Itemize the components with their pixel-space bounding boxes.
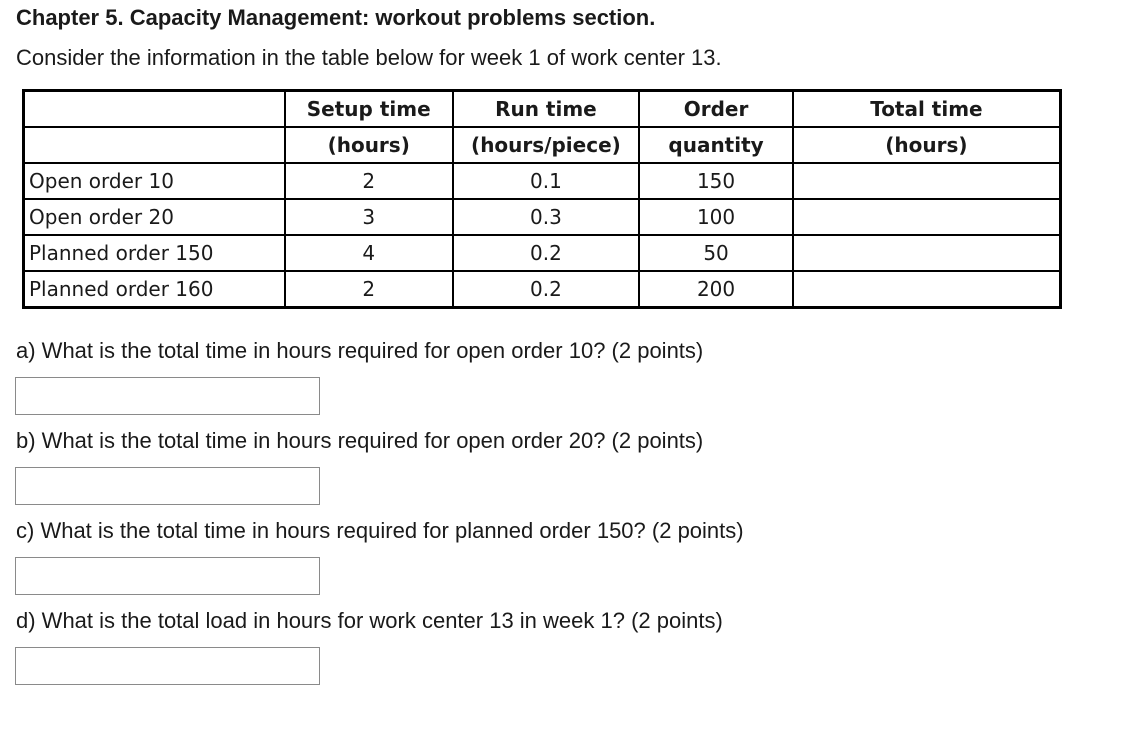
answer-c-input[interactable] <box>15 557 320 595</box>
order-quantity-cell: 150 <box>639 163 793 199</box>
run-time-cell: 0.1 <box>453 163 640 199</box>
row-label: Planned order 160 <box>24 271 285 308</box>
table-header-row <box>24 91 1061 128</box>
header-cell <box>24 127 285 163</box>
setup-time-cell: 2 <box>285 271 453 308</box>
row-label: Open order 10 <box>24 163 285 199</box>
table-header-row <box>24 127 1061 163</box>
total-time-cell <box>793 199 1061 235</box>
table-row <box>24 271 1061 308</box>
table-row <box>24 235 1061 271</box>
row-label: Open order 20 <box>24 199 285 235</box>
header-cell-order: Order <box>639 91 793 128</box>
table-row <box>24 199 1061 235</box>
question-d-text: d) What is the total load in hours for work center 13 in week 1? (2 points) <box>16 608 723 633</box>
header-cell-run-time: Run time <box>453 91 640 128</box>
header-cell-setup-time: Setup time <box>285 91 453 128</box>
order-quantity-cell: 100 <box>639 199 793 235</box>
total-time-cell <box>793 271 1061 308</box>
row-label: Planned order 150 <box>24 235 285 271</box>
run-time-cell: 0.2 <box>453 271 640 308</box>
header-cell-run-unit: (hours/piece) <box>453 127 640 163</box>
header-cell-quantity: quantity <box>639 127 793 163</box>
question-a-text: a) What is the total time in hours required for open order 10? (2 points) <box>16 338 704 363</box>
intro-text: Consider the information in the table below for week 1 of work center 13. <box>16 45 722 70</box>
answer-d-input[interactable] <box>15 647 320 685</box>
header-cell-total-unit: (hours) <box>793 127 1061 163</box>
order-quantity-cell: 200 <box>639 271 793 308</box>
question-b-text: b) What is the total time in hours required for open order 20? (2 points) <box>16 428 704 453</box>
run-time-cell: 0.3 <box>453 199 640 235</box>
run-time-cell: 0.2 <box>453 235 640 271</box>
table-row <box>24 163 1061 199</box>
answer-a-input[interactable] <box>15 377 320 415</box>
header-cell-total-time: Total time <box>793 91 1061 128</box>
answer-b-input[interactable] <box>15 467 320 505</box>
header-cell <box>24 91 285 128</box>
total-time-cell <box>793 163 1061 199</box>
setup-time-cell: 3 <box>285 199 453 235</box>
order-table <box>22 89 1062 309</box>
setup-time-cell: 2 <box>285 163 453 199</box>
page-title: Chapter 5. Capacity Management: workout problems section. <box>16 5 656 30</box>
setup-time-cell: 4 <box>285 235 453 271</box>
header-cell-setup-unit: (hours) <box>285 127 453 163</box>
question-c-text: c) What is the total time in hours required for planned order 150? (2 points) <box>16 518 744 543</box>
order-quantity-cell: 50 <box>639 235 793 271</box>
total-time-cell <box>793 235 1061 271</box>
